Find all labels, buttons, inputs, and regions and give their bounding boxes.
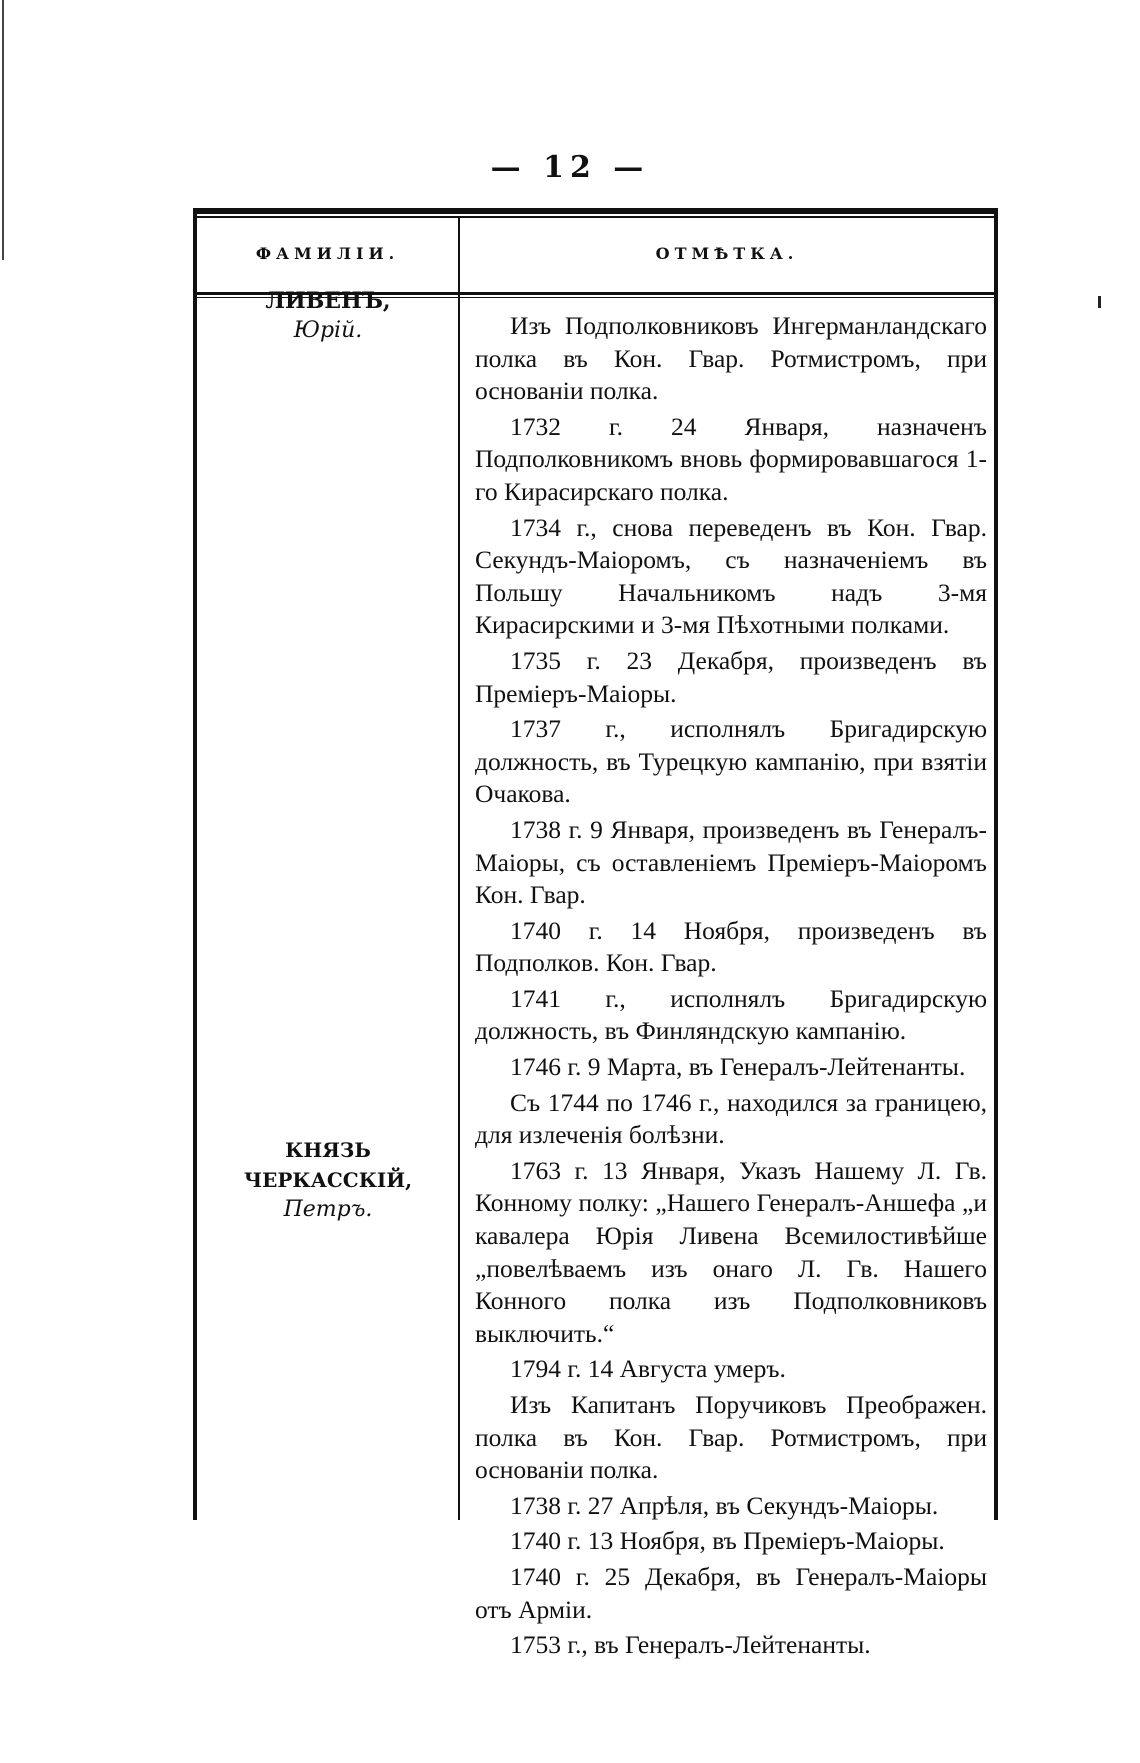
note-entry: Изъ Подполковниковъ Ингерманландскаго полка въ Кон. Гвар. Ротмистромъ, при основаніи полка. [475,311,987,406]
person-given-name: Петръ. [283,1197,373,1222]
note-entry: 1734 г., снова переведенъ въ Кон. Гвар. Секундъ-Маіоромъ, съ назначеніемъ въ Польшу Начальникомъ надъ 3-мя Кирасирскими и 3-мя Пѣхотными полками. [475,512,987,640]
note-entry: 1740 г. 13 Ноября, въ Преміеръ-Маіоры. [510,1526,945,1556]
person-surname: ЛИВЕНЪ, [265,288,391,314]
note-entry: 1738 г. 27 Апрѣля, въ Секундъ-Маіоры. [510,1490,939,1520]
note-entry: 1735 г. 23 Декабря, произведенъ въ Преміеръ-Маіоры. [475,645,987,708]
person-name-liven [201,286,455,346]
person-name-cherkassky [201,1135,455,1225]
table-left-border [193,208,197,1520]
notes-column [475,310,987,1665]
note-entry: 1740 г. 14 Ноября, произведенъ въ Подполков. Кон. Гвар. [475,915,987,978]
note-entry: 1741 г., исполнялъ Бригадирскую должность, въ Финляндскую кампанію. [475,983,987,1046]
note-entry: 1737 г., исполнялъ Бригадирскую должность, въ Турецкую кампанію, при взятіи Очакова. [475,714,987,809]
note-entry: 1753 г., въ Генералъ-Лейтенанты. [510,1630,871,1660]
column-header-names: ФАМИЛІИ. [255,244,400,263]
page-number: — 12 — [490,150,650,185]
person-given-name: Юрій. [293,318,363,343]
column-header-notes: ОТМѢТКА. [655,244,799,263]
records-table [193,208,998,1660]
note-entry: 1746 г. 9 Марта, въ Генералъ-Лейтенанты. [510,1052,966,1082]
table-top-rule [193,208,998,214]
note-entry: 1794 г. 14 Августа умеръ. [510,1354,786,1384]
note-entry: 1732 г. 24 Января, назначенъ Подполковникомъ вновь формировавшагося 1-го Кирасирскаго полка. [475,411,987,506]
table-right-border [994,208,998,1520]
note-entry: Съ 1744 по 1746 г., находился за границею, для излеченія болѣзни. [475,1087,987,1150]
note-entry: 1740 г. 25 Декабря, въ Генералъ-Маіоры отъ Арміи. [475,1561,987,1624]
table-top-rule-thin [193,216,998,218]
person-surname: КНЯЗЬ ЧЕРКАССКІЙ, [243,1138,413,1192]
note-entry: 1763 г. 13 Января, Указъ Нашему Л. Гв. Конному полку: „Нашего Генералъ-Аншефа „и кавалера Юрія Ливена Всемилостивѣйше „повелѣваемъ изъ онаго Л. Гв. Нашего Конного полка изъ Подполковниковъ выключить.“ [475,1155,987,1348]
scan-speck [1098,296,1101,308]
note-entry: Изъ Капитанъ Поручиковъ Преображен. полка въ Кон. Гвар. Ротмистромъ, при основаніи полка. [475,1390,987,1485]
scan-edge-mark [2,0,4,260]
note-entry: 1738 г. 9 Января, произведенъ въ Генералъ-Маіоры, съ оставленіемъ Преміеръ-Маіоромъ Кон. Гвар. [475,814,987,910]
column-divider [458,218,460,1520]
